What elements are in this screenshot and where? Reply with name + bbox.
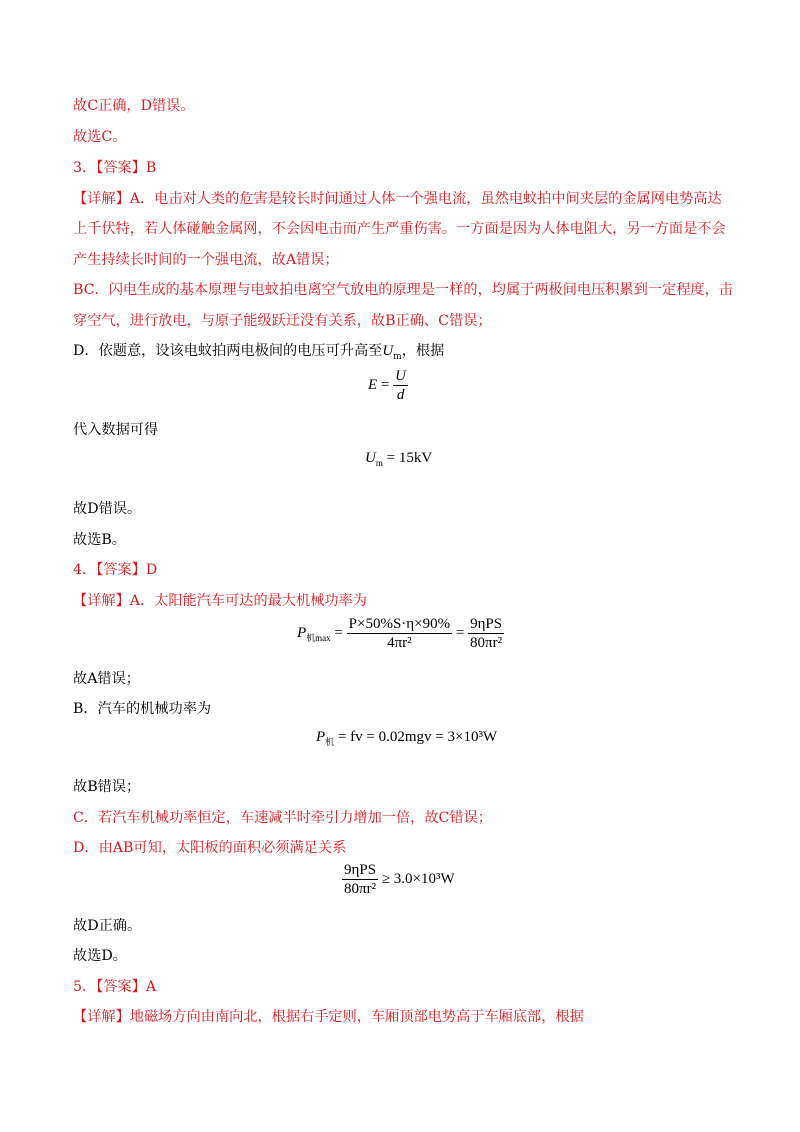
fraction [393,367,408,404]
fraction-denominator: d [396,387,405,403]
text-line: 故B错误； [73,779,141,795]
variable-u: U [382,343,394,359]
fraction-numerator: 9ηPS [342,861,378,880]
formula-area-condition [342,861,455,898]
formula-var: P [316,729,326,745]
equals-sign: = [380,376,390,393]
fraction-denominator: 4πr² [387,635,412,651]
formula-rhs: = fv = 0.02mgv = 3×10³W [337,729,498,745]
equals-sign: = [455,624,465,641]
text-span: D．依题意，设该电蚊拍两电极间的电压可升高至 [73,343,383,359]
text-line: D．由AB可知，太阳板的面积必须满足关系 [73,840,347,856]
text-line: 【详解】地磁场方向由南向北，根据右手定则，车厢顶部电势高于车厢底部，根据 [73,1009,584,1025]
answer-heading: 4．【答案】D [73,562,158,578]
fraction-numerator: P×50%S·η×90% [348,616,451,632]
formula-um [365,450,432,468]
text-span: ，根据 [401,343,445,359]
fraction-denominator: 80πr² [470,635,503,651]
fraction [342,861,378,898]
text-line: 故D正确。 [73,918,142,934]
text-line: 上千伏特，若人体碰触金属网，不会因电击而产生严重伤害。一方面是因为人体电阻大，另一方面是不会 [73,221,726,237]
formula-lhs: E [368,376,378,393]
text-line: C．若汽车机械功率恒定，车速减半时牵引力增加一倍，故C错误； [73,810,492,826]
fraction-numerator: U [395,368,406,384]
fraction-denominator: 80πr² [344,881,377,897]
fraction [347,615,452,652]
text-line [73,341,444,367]
text-line: 故A错误； [73,671,140,687]
formula-var: U [365,450,376,466]
text-line: 穿空气，进行放电，与原子能级跃迁没有关系，故B正确、C错误； [73,313,492,329]
formula-rhs: ≥ 3.0×10³W [381,870,455,887]
formula-rhs: = 15kV [386,450,433,466]
formula-e-equals-u-over-d [368,367,408,404]
fraction [468,615,504,652]
text-line: 故D错误。 [73,501,142,517]
formula-sub: 机 [325,737,335,747]
formula-mech-power [316,729,497,748]
formula-max-power [297,615,504,652]
text-line: 产生持续长时间的一个强电流，故A错误； [73,252,339,268]
text-line: 故选C。 [73,129,127,145]
formula-sub: m [375,458,383,468]
formula-sub: 机max [306,632,331,643]
answer-heading: 3．【答案】B [73,160,157,176]
fraction-numerator: 9ηPS [468,615,504,634]
text-line: 故C正确，D错误。 [73,98,195,114]
text-line: 故选B。 [73,532,126,548]
answer-heading: 5．【答案】A [73,979,157,995]
formula-var: P [297,624,307,641]
text-line: 【详解】A．太阳能汽车可达的最大机械功率为 [73,593,367,609]
equals-sign: = [334,624,343,641]
text-line: B．汽车的机械功率为 [73,701,212,717]
text-line: BC．闪电生成的基本原理与电蚊拍电离空气放电的原理是一样的，均属于两极间电压积累到一定程度，击 [73,282,733,298]
text-line: 代入数据可得 [73,422,159,438]
subscript-m: m [393,351,402,362]
text-line: 故选D。 [73,948,127,964]
text-line: 【详解】A．电击对人类的危害是较长时间通过人体一个强电流，虽然电蚊拍中间夹层的金属网电势高达 [73,191,722,207]
